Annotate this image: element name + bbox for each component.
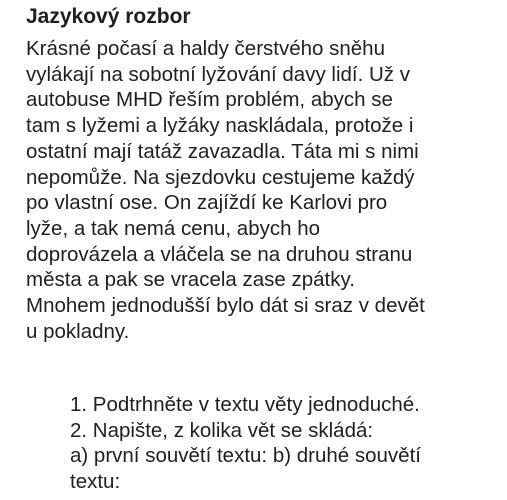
paragraph-line: po vlastní ose. On zajíždí ke Karlovi pro [26,191,388,215]
paragraph-line: doprovázela a vláčela se na druhou stranu [26,242,413,266]
text-paragraph [26,36,496,344]
document-title: Jazykový rozbor [26,5,191,28]
paragraph-line: Krásné počasí a haldy čerstvého sněhu [26,37,385,60]
paragraph-line: u pokladny. [26,319,130,343]
paragraph-line: nepomůže. Na sjezdovku cestujeme každý [26,165,415,189]
paragraph-line: autobuse MHD řeším problém, abych se [26,88,393,112]
paragraph-line: ostatní mají tatáž zavazadla. Táta mi s nimi [26,139,419,163]
task-item: 2. Napište, z kolika vět se skládá: [70,418,374,442]
paragraph-line: lyže, a tak nemá cenu, abych ho [26,216,321,240]
paragraph-line: Mnohem jednodušší bylo dát si sraz v devět [26,294,425,318]
paragraph-line: vylákají na sobotní lyžování davy lidí. Už v [26,62,410,86]
paragraph-line: města a pak se vracela zase zpátky. [26,268,355,292]
task-item: 1. Podtrhněte v textu věty jednoduché. [70,393,420,416]
task-list [70,392,500,494]
task-subitem: a) první souvětí textu: b) druhé souvětí [70,444,421,467]
task-subitem: textu: [70,469,121,493]
paragraph-line: tam s lyžemi a lyžáky naskládala, protože i [26,114,414,138]
